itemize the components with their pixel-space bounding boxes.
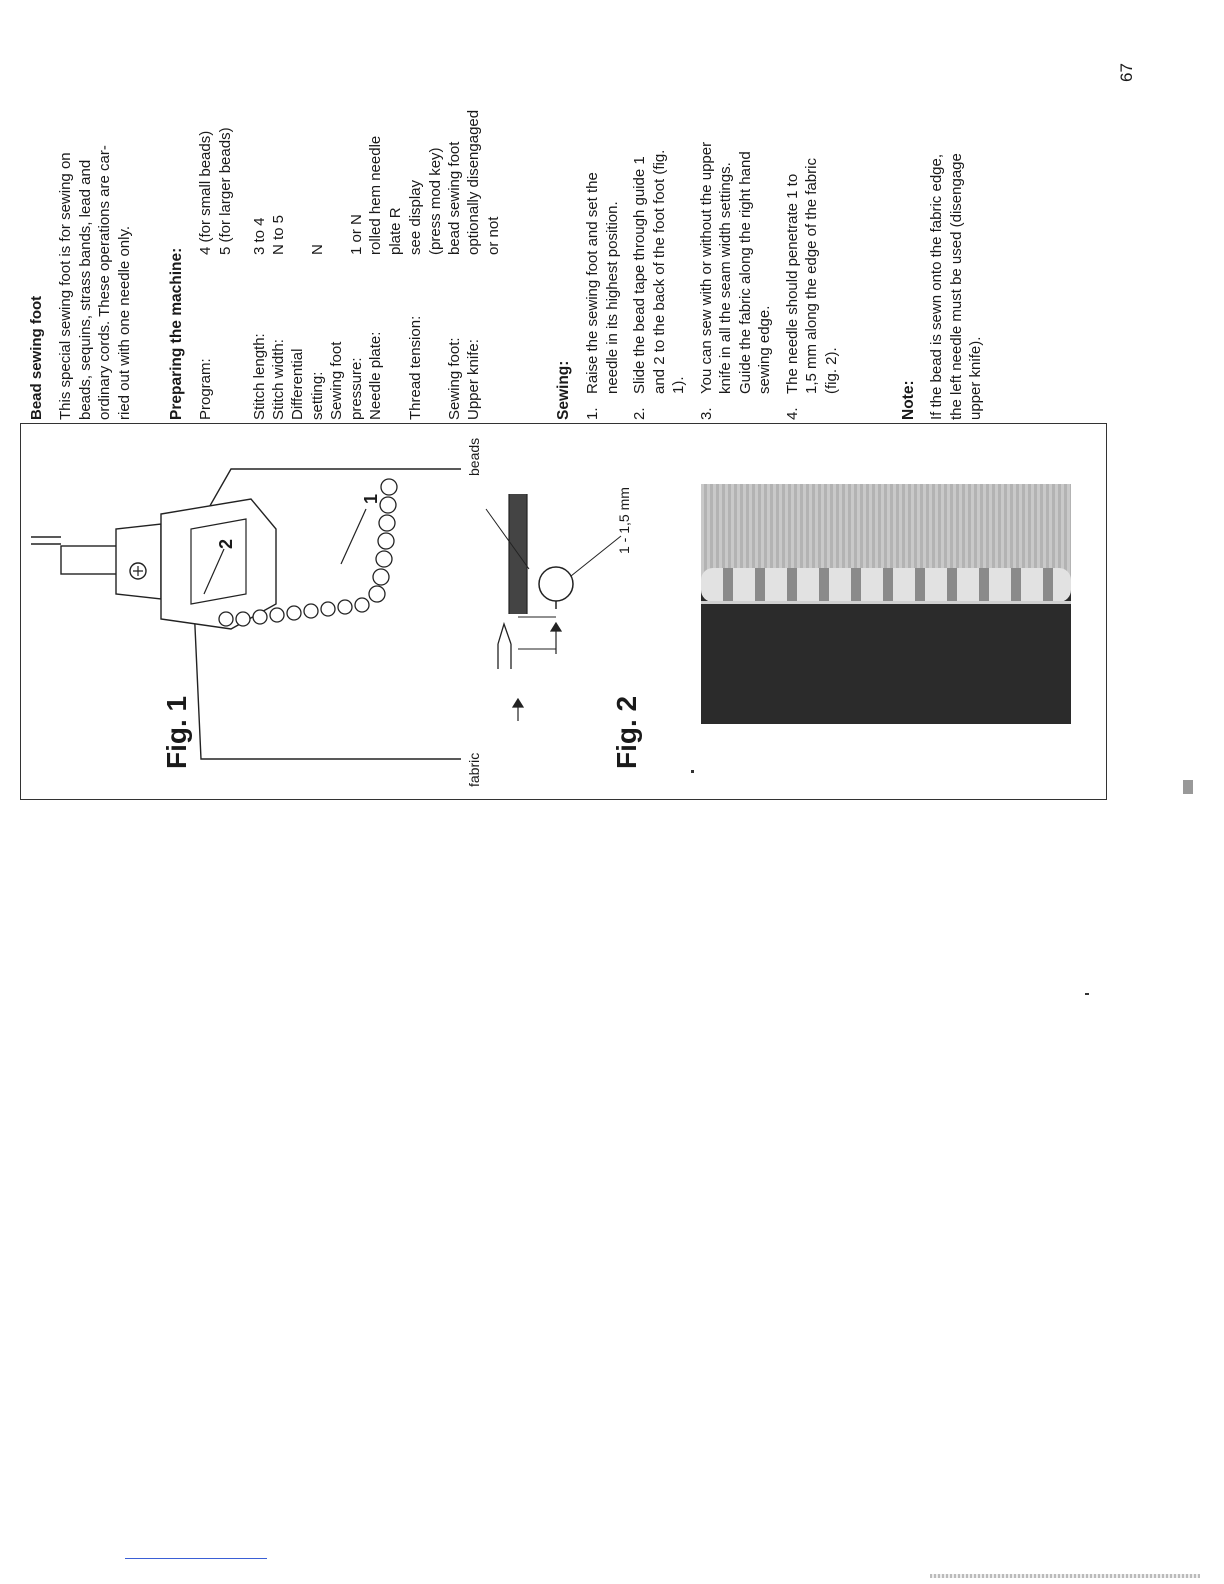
fig1-presser-bar bbox=[61, 546, 121, 574]
prep-value: 5 (for larger beads) bbox=[216, 127, 234, 255]
step-line: and 2 to the back of the foot foot (fig. bbox=[650, 149, 668, 394]
step-line: You can sew with or without the upper bbox=[697, 141, 715, 394]
scan-speck bbox=[1085, 993, 1089, 995]
prep-value: see display bbox=[407, 179, 424, 255]
step-line: (fig. 2). bbox=[822, 347, 840, 394]
step-number: 2. bbox=[631, 407, 648, 420]
fig1-callout-1: 1 bbox=[361, 493, 381, 504]
step-number: 3. bbox=[697, 407, 715, 420]
note-paragraph bbox=[927, 20, 986, 420]
page-number: 67 bbox=[1117, 63, 1136, 82]
rotated-page bbox=[20, 40, 1140, 800]
prep-value: 1 or N bbox=[347, 214, 365, 255]
prep-label: setting: bbox=[308, 371, 326, 420]
fig1-foot-shank bbox=[116, 524, 161, 599]
fig2-needle bbox=[498, 624, 511, 669]
prep-value bbox=[327, 45, 347, 255]
fig2-photo bbox=[701, 484, 1071, 724]
step-line: 1,5 mm along the edge of the fabric bbox=[803, 158, 820, 394]
note-line: upper knife). bbox=[967, 336, 984, 420]
prep-label: Upper knife: bbox=[465, 339, 482, 420]
step-line: 1). bbox=[670, 376, 687, 394]
step-number: 1. bbox=[584, 407, 601, 420]
bottom-underline bbox=[125, 1558, 267, 1559]
step-line: The needle should penetrate 1 to bbox=[783, 173, 801, 394]
prep-label: Differential bbox=[289, 348, 306, 420]
fig1-callout-2: 2 bbox=[216, 538, 236, 549]
prep-value: N to 5 bbox=[270, 214, 287, 255]
step-line: knife in all the seam width settings. bbox=[717, 162, 734, 394]
fig2-label: Fig. 2 bbox=[611, 695, 642, 769]
intro-line: ordinary cords. These operations are car- bbox=[96, 145, 113, 420]
sewing-steps bbox=[583, 20, 849, 420]
prep-label: Stitch length: bbox=[251, 333, 268, 420]
prep-label: Needle plate: bbox=[367, 331, 384, 420]
fig2-dimension: 1 - 1,5 mm bbox=[616, 487, 632, 554]
fig1-illustration bbox=[21, 424, 461, 799]
prep-label: pressure: bbox=[347, 357, 365, 420]
intro-line: ried out with one needle only. bbox=[115, 225, 133, 420]
step-number: 4. bbox=[783, 407, 801, 420]
note-line: the left needle must be used (disengage bbox=[947, 153, 965, 420]
prep-value: (press mod key) bbox=[426, 147, 444, 255]
prep-value: bead sewing foot bbox=[446, 141, 463, 255]
fig2-photo-beads bbox=[701, 568, 1071, 602]
step-line: Guide the fabric along the right hand bbox=[736, 151, 754, 394]
prep-value: N bbox=[308, 244, 326, 255]
text-column bbox=[20, 40, 1140, 420]
step-line: Slide the bead tape through guide 1 bbox=[631, 156, 648, 394]
prep-value: plate R bbox=[386, 207, 404, 255]
prep-value: optionally disengaged bbox=[465, 109, 482, 255]
scan-speck bbox=[691, 770, 694, 773]
prep-value: rolled hem needle bbox=[367, 135, 384, 255]
intro-line: This special sewing foot is for sewing on bbox=[57, 152, 74, 420]
sewing-step bbox=[697, 20, 775, 420]
intro-line: beads, sequins, strass bands, lead and bbox=[76, 159, 94, 420]
prep-label: Program: bbox=[197, 358, 214, 420]
prep-label: Thread tension: bbox=[407, 315, 424, 420]
prep-value: 4 (for small beads) bbox=[197, 130, 214, 255]
step-line: needle in its highest position. bbox=[603, 201, 621, 394]
prep-label: Stitch width: bbox=[270, 339, 287, 420]
intro-paragraph bbox=[56, 30, 134, 420]
sewing-step bbox=[630, 20, 689, 420]
fig2-bead bbox=[539, 567, 573, 601]
note-heading: Note: bbox=[900, 380, 917, 420]
fig2-diagram bbox=[461, 424, 681, 799]
prep-value: or not bbox=[484, 216, 502, 255]
prep-label: Sewing foot: bbox=[446, 337, 463, 420]
step-line: Raise the sewing foot and set the bbox=[584, 172, 601, 394]
fig1-label: Fig. 1 bbox=[161, 695, 192, 769]
fig2-beads-label: beads bbox=[466, 437, 482, 476]
note-line: If the bead is sewn onto the fabric edge, bbox=[928, 153, 945, 420]
sewing-heading: Sewing: bbox=[555, 360, 572, 420]
step-line: sewing edge. bbox=[756, 305, 773, 394]
fig2-fabric-label: fabric bbox=[466, 752, 482, 787]
sewing-step bbox=[783, 20, 842, 420]
bottom-scan-rule bbox=[930, 1574, 1200, 1578]
sewing-step bbox=[583, 20, 622, 420]
prep-value bbox=[288, 45, 308, 255]
figure-frame bbox=[20, 423, 1107, 800]
preparing-heading: Preparing the machine: bbox=[168, 247, 185, 420]
prep-label: Sewing foot bbox=[328, 341, 345, 420]
section-title: Bead sewing foot bbox=[28, 295, 45, 420]
scan-speck bbox=[1183, 780, 1193, 794]
prep-value: 3 to 4 bbox=[251, 217, 268, 255]
